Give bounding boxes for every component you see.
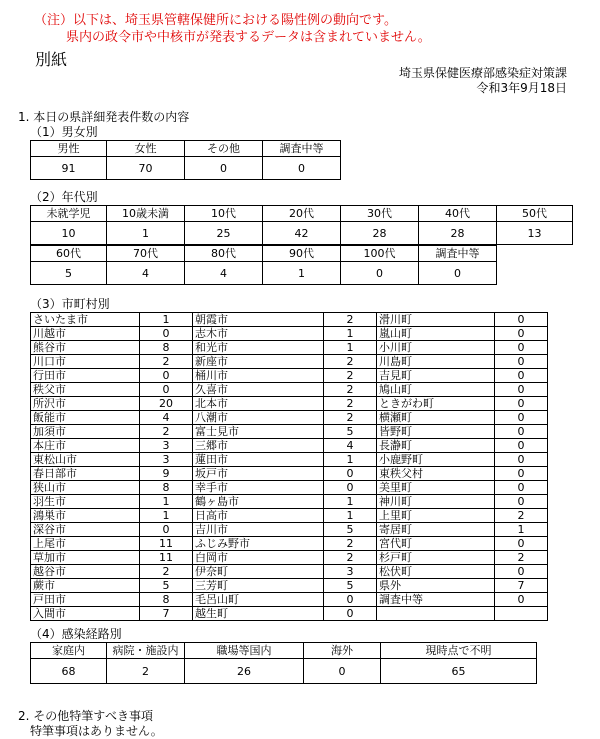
municipality-count: 0 xyxy=(495,593,548,607)
municipality-count: 1 xyxy=(140,313,193,327)
municipality-count: 2 xyxy=(324,537,377,551)
route-header-household: 家庭内 xyxy=(31,643,107,659)
municipality-row xyxy=(31,411,548,425)
municipality-count: 0 xyxy=(495,481,548,495)
age-value: 1 xyxy=(107,222,185,245)
municipality-count: 2 xyxy=(140,565,193,579)
municipality-count: 0 xyxy=(495,425,548,439)
municipality-name: 所沢市 xyxy=(31,397,140,411)
municipality-name: 富士見市 xyxy=(193,425,324,439)
municipality-count: 0 xyxy=(495,327,548,341)
municipality-count xyxy=(495,607,548,621)
municipality-name: 志木市 xyxy=(193,327,324,341)
municipality-name: 上里町 xyxy=(377,509,495,523)
age-header: 60代 xyxy=(31,246,107,262)
municipality-name: 加須市 xyxy=(31,425,140,439)
municipality-row xyxy=(31,509,548,523)
municipality-name: 小川町 xyxy=(377,341,495,355)
sex-header-row xyxy=(31,141,341,157)
age-value: 10 xyxy=(31,222,107,245)
municipality-count: 8 xyxy=(140,481,193,495)
age-section-title: （2）年代別 xyxy=(30,190,98,204)
municipality-name: 東秩父村 xyxy=(377,467,495,481)
age-header: 80代 xyxy=(185,246,263,262)
municipality-row xyxy=(31,551,548,565)
age-header: 100代 xyxy=(341,246,419,262)
municipality-row xyxy=(31,341,548,355)
municipality-name: 狭山市 xyxy=(31,481,140,495)
municipality-name xyxy=(377,607,495,621)
municipality-count: 1 xyxy=(324,453,377,467)
route-value-household: 68 xyxy=(31,659,107,684)
municipality-count: 0 xyxy=(495,397,548,411)
municipality-name: 北本市 xyxy=(193,397,324,411)
municipality-count: 0 xyxy=(495,495,548,509)
municipality-table-body xyxy=(31,313,548,621)
municipality-name: 吉見町 xyxy=(377,369,495,383)
municipality-count: 4 xyxy=(140,411,193,425)
municipality-count: 0 xyxy=(324,467,377,481)
municipality-name: 幸手市 xyxy=(193,481,324,495)
municipality-count: 2 xyxy=(324,369,377,383)
municipality-name: 朝霞市 xyxy=(193,313,324,327)
municipality-name: 久喜市 xyxy=(193,383,324,397)
municipality-count: 0 xyxy=(495,355,548,369)
municipality-name: 本庄市 xyxy=(31,439,140,453)
municipality-name: 杉戸町 xyxy=(377,551,495,565)
municipality-count: 0 xyxy=(495,341,548,355)
age-value: 0 xyxy=(341,262,419,285)
municipality-name: 越谷市 xyxy=(31,565,140,579)
route-value-workplace: 26 xyxy=(185,659,304,684)
municipality-count: 0 xyxy=(495,369,548,383)
municipality-count: 7 xyxy=(140,607,193,621)
municipality-name: 草加市 xyxy=(31,551,140,565)
age-value: 28 xyxy=(341,222,419,245)
section1-title: 1. 本日の県詳細発表件数の内容 xyxy=(18,110,190,124)
sex-value-other: 0 xyxy=(185,157,263,180)
municipality-row xyxy=(31,593,548,607)
route-table xyxy=(30,642,537,684)
municipality-count: 0 xyxy=(495,411,548,425)
municipality-count: 0 xyxy=(140,327,193,341)
age-header: 未就学児 xyxy=(31,206,107,222)
municipality-count: 5 xyxy=(324,425,377,439)
municipality-count: 1 xyxy=(495,523,548,537)
municipality-name: 川口市 xyxy=(31,355,140,369)
sex-header-investigating: 調査中等 xyxy=(263,141,341,157)
age-header: 40代 xyxy=(419,206,497,222)
age-value-row-1 xyxy=(31,222,573,245)
age-header: 10歳未満 xyxy=(107,206,185,222)
municipality-name: 川越市 xyxy=(31,327,140,341)
sex-header-other: その他 xyxy=(185,141,263,157)
municipality-count: 1 xyxy=(140,509,193,523)
municipality-name: 羽生市 xyxy=(31,495,140,509)
route-section-title: （4）感染経路別 xyxy=(30,627,122,641)
sex-header-male: 男性 xyxy=(31,141,107,157)
municipality-name: 鳩山町 xyxy=(377,383,495,397)
age-value: 42 xyxy=(263,222,341,245)
issuer: 埼玉県保健医療部感染症対策課 xyxy=(398,66,567,80)
age-header-row-2 xyxy=(31,246,497,262)
age-header: 30代 xyxy=(341,206,419,222)
municipality-name: 宮代町 xyxy=(377,537,495,551)
municipality-name: 横瀬町 xyxy=(377,411,495,425)
municipality-count: 5 xyxy=(324,579,377,593)
municipality-name: 県外 xyxy=(377,579,495,593)
age-value: 28 xyxy=(419,222,497,245)
route-header-row xyxy=(31,643,537,659)
municipality-count: 8 xyxy=(140,593,193,607)
age-header: 調査中等 xyxy=(419,246,497,262)
notice-line-1: （注）以下は、埼玉県管轄保健所における陽性例の動向です。 xyxy=(34,13,397,28)
municipality-name: 蕨市 xyxy=(31,579,140,593)
municipality-name: 毛呂山町 xyxy=(193,593,324,607)
municipality-row xyxy=(31,523,548,537)
municipality-count: 2 xyxy=(140,425,193,439)
municipality-name: 秩父市 xyxy=(31,383,140,397)
section2-title: 2. その他特筆すべき事項 xyxy=(18,709,154,723)
municipality-name: 飯能市 xyxy=(31,411,140,425)
municipality-name: 上尾市 xyxy=(31,537,140,551)
municipality-row xyxy=(31,579,548,593)
municipality-count: 0 xyxy=(140,523,193,537)
municipality-count: 1 xyxy=(324,327,377,341)
age-value: 5 xyxy=(31,262,107,285)
age-value: 0 xyxy=(419,262,497,285)
municipality-count: 7 xyxy=(495,579,548,593)
municipality-count: 3 xyxy=(140,439,193,453)
route-header-hospital: 病院・施設内 xyxy=(107,643,185,659)
municipality-count: 4 xyxy=(324,439,377,453)
municipality-row xyxy=(31,397,548,411)
municipality-count: 0 xyxy=(324,607,377,621)
sex-value-row xyxy=(31,157,341,180)
municipality-count: 0 xyxy=(495,383,548,397)
sex-value-male: 91 xyxy=(31,157,107,180)
municipality-row xyxy=(31,313,548,327)
municipality-name: 深谷市 xyxy=(31,523,140,537)
municipality-section-title: （3）市町村別 xyxy=(30,297,110,311)
route-value-unknown: 65 xyxy=(381,659,537,684)
age-value: 13 xyxy=(497,222,573,245)
municipality-name: 吉川市 xyxy=(193,523,324,537)
sex-header-female: 女性 xyxy=(107,141,185,157)
municipality-count: 0 xyxy=(495,313,548,327)
municipality-name: 春日部市 xyxy=(31,467,140,481)
municipality-name: 新座市 xyxy=(193,355,324,369)
municipality-count: 11 xyxy=(140,551,193,565)
municipality-count: 0 xyxy=(140,383,193,397)
municipality-count: 1 xyxy=(140,495,193,509)
municipality-name: 三郷市 xyxy=(193,439,324,453)
municipality-count: 2 xyxy=(324,411,377,425)
municipality-name: ときがわ町 xyxy=(377,397,495,411)
municipality-row xyxy=(31,537,548,551)
municipality-row xyxy=(31,439,548,453)
municipality-count: 2 xyxy=(324,313,377,327)
municipality-name: 皆野町 xyxy=(377,425,495,439)
age-table-1 xyxy=(30,205,573,245)
municipality-name: 日高市 xyxy=(193,509,324,523)
municipality-row xyxy=(31,369,548,383)
municipality-count: 2 xyxy=(495,509,548,523)
municipality-row xyxy=(31,607,548,621)
municipality-table xyxy=(30,312,548,621)
municipality-count: 0 xyxy=(495,439,548,453)
municipality-name: 戸田市 xyxy=(31,593,140,607)
municipality-count: 3 xyxy=(324,565,377,579)
municipality-count: 1 xyxy=(324,509,377,523)
age-header: 20代 xyxy=(263,206,341,222)
route-header-unknown: 現時点で不明 xyxy=(381,643,537,659)
municipality-count: 2 xyxy=(140,355,193,369)
municipality-count: 11 xyxy=(140,537,193,551)
municipality-name: 八潮市 xyxy=(193,411,324,425)
municipality-name: 越生町 xyxy=(193,607,324,621)
date: 令和3年9月18日 xyxy=(476,81,567,95)
municipality-row xyxy=(31,327,548,341)
municipality-name: 白岡市 xyxy=(193,551,324,565)
municipality-name: 東松山市 xyxy=(31,453,140,467)
municipality-count: 1 xyxy=(324,341,377,355)
age-header: 10代 xyxy=(185,206,263,222)
municipality-count: 1 xyxy=(324,495,377,509)
municipality-row xyxy=(31,565,548,579)
municipality-count: 20 xyxy=(140,397,193,411)
age-header-row-1 xyxy=(31,206,573,222)
section2-body: 特筆事項はありません。 xyxy=(30,724,163,738)
municipality-count: 0 xyxy=(495,453,548,467)
route-value-overseas: 0 xyxy=(304,659,381,684)
municipality-count: 0 xyxy=(324,593,377,607)
sex-section-title: （1）男女別 xyxy=(30,125,98,139)
municipality-name: 調査中等 xyxy=(377,593,495,607)
municipality-name: 松伏町 xyxy=(377,565,495,579)
municipality-count: 8 xyxy=(140,341,193,355)
age-header: 70代 xyxy=(107,246,185,262)
municipality-row xyxy=(31,383,548,397)
municipality-count: 2 xyxy=(324,355,377,369)
age-value: 4 xyxy=(107,262,185,285)
municipality-name: 小鹿野町 xyxy=(377,453,495,467)
municipality-count: 9 xyxy=(140,467,193,481)
municipality-count: 0 xyxy=(140,369,193,383)
municipality-name: 川島町 xyxy=(377,355,495,369)
age-header: 90代 xyxy=(263,246,341,262)
municipality-name: さいたま市 xyxy=(31,313,140,327)
age-value-row-2 xyxy=(31,262,497,285)
municipality-name: 行田市 xyxy=(31,369,140,383)
municipality-name: 神川町 xyxy=(377,495,495,509)
municipality-count: 0 xyxy=(324,481,377,495)
notice-line-2: 県内の政令市や中核市が発表するデータは含まれていません。 xyxy=(66,30,431,45)
municipality-name: 熊谷市 xyxy=(31,341,140,355)
sex-value-investigating: 0 xyxy=(263,157,341,180)
municipality-count: 0 xyxy=(495,467,548,481)
age-value: 25 xyxy=(185,222,263,245)
municipality-name: 和光市 xyxy=(193,341,324,355)
age-table-2 xyxy=(30,245,497,285)
route-value-hospital: 2 xyxy=(107,659,185,684)
municipality-row xyxy=(31,453,548,467)
municipality-name: 坂戸市 xyxy=(193,467,324,481)
attachment-label: 別紙 xyxy=(35,50,68,69)
sex-value-female: 70 xyxy=(107,157,185,180)
sex-table xyxy=(30,140,341,180)
municipality-name: ふじみ野市 xyxy=(193,537,324,551)
municipality-count: 2 xyxy=(495,551,548,565)
age-value: 4 xyxy=(185,262,263,285)
municipality-name: 三芳町 xyxy=(193,579,324,593)
municipality-row xyxy=(31,481,548,495)
municipality-row xyxy=(31,425,548,439)
municipality-count: 5 xyxy=(324,523,377,537)
municipality-name: 嵐山町 xyxy=(377,327,495,341)
route-header-overseas: 海外 xyxy=(304,643,381,659)
municipality-name: 鴻巣市 xyxy=(31,509,140,523)
municipality-count: 3 xyxy=(140,453,193,467)
municipality-count: 0 xyxy=(495,565,548,579)
municipality-name: 美里町 xyxy=(377,481,495,495)
municipality-name: 滑川町 xyxy=(377,313,495,327)
municipality-name: 長瀞町 xyxy=(377,439,495,453)
age-value: 1 xyxy=(263,262,341,285)
municipality-name: 鶴ヶ島市 xyxy=(193,495,324,509)
municipality-row xyxy=(31,467,548,481)
municipality-name: 伊奈町 xyxy=(193,565,324,579)
municipality-count: 0 xyxy=(495,537,548,551)
municipality-name: 入間市 xyxy=(31,607,140,621)
route-value-row xyxy=(31,659,537,684)
municipality-name: 寄居町 xyxy=(377,523,495,537)
municipality-count: 2 xyxy=(324,397,377,411)
municipality-count: 2 xyxy=(324,383,377,397)
municipality-name: 蓮田市 xyxy=(193,453,324,467)
municipality-row xyxy=(31,355,548,369)
municipality-count: 5 xyxy=(140,579,193,593)
municipality-count: 2 xyxy=(324,551,377,565)
age-header: 50代 xyxy=(497,206,573,222)
route-header-workplace: 職場等国内 xyxy=(185,643,304,659)
municipality-name: 桶川市 xyxy=(193,369,324,383)
municipality-row xyxy=(31,495,548,509)
